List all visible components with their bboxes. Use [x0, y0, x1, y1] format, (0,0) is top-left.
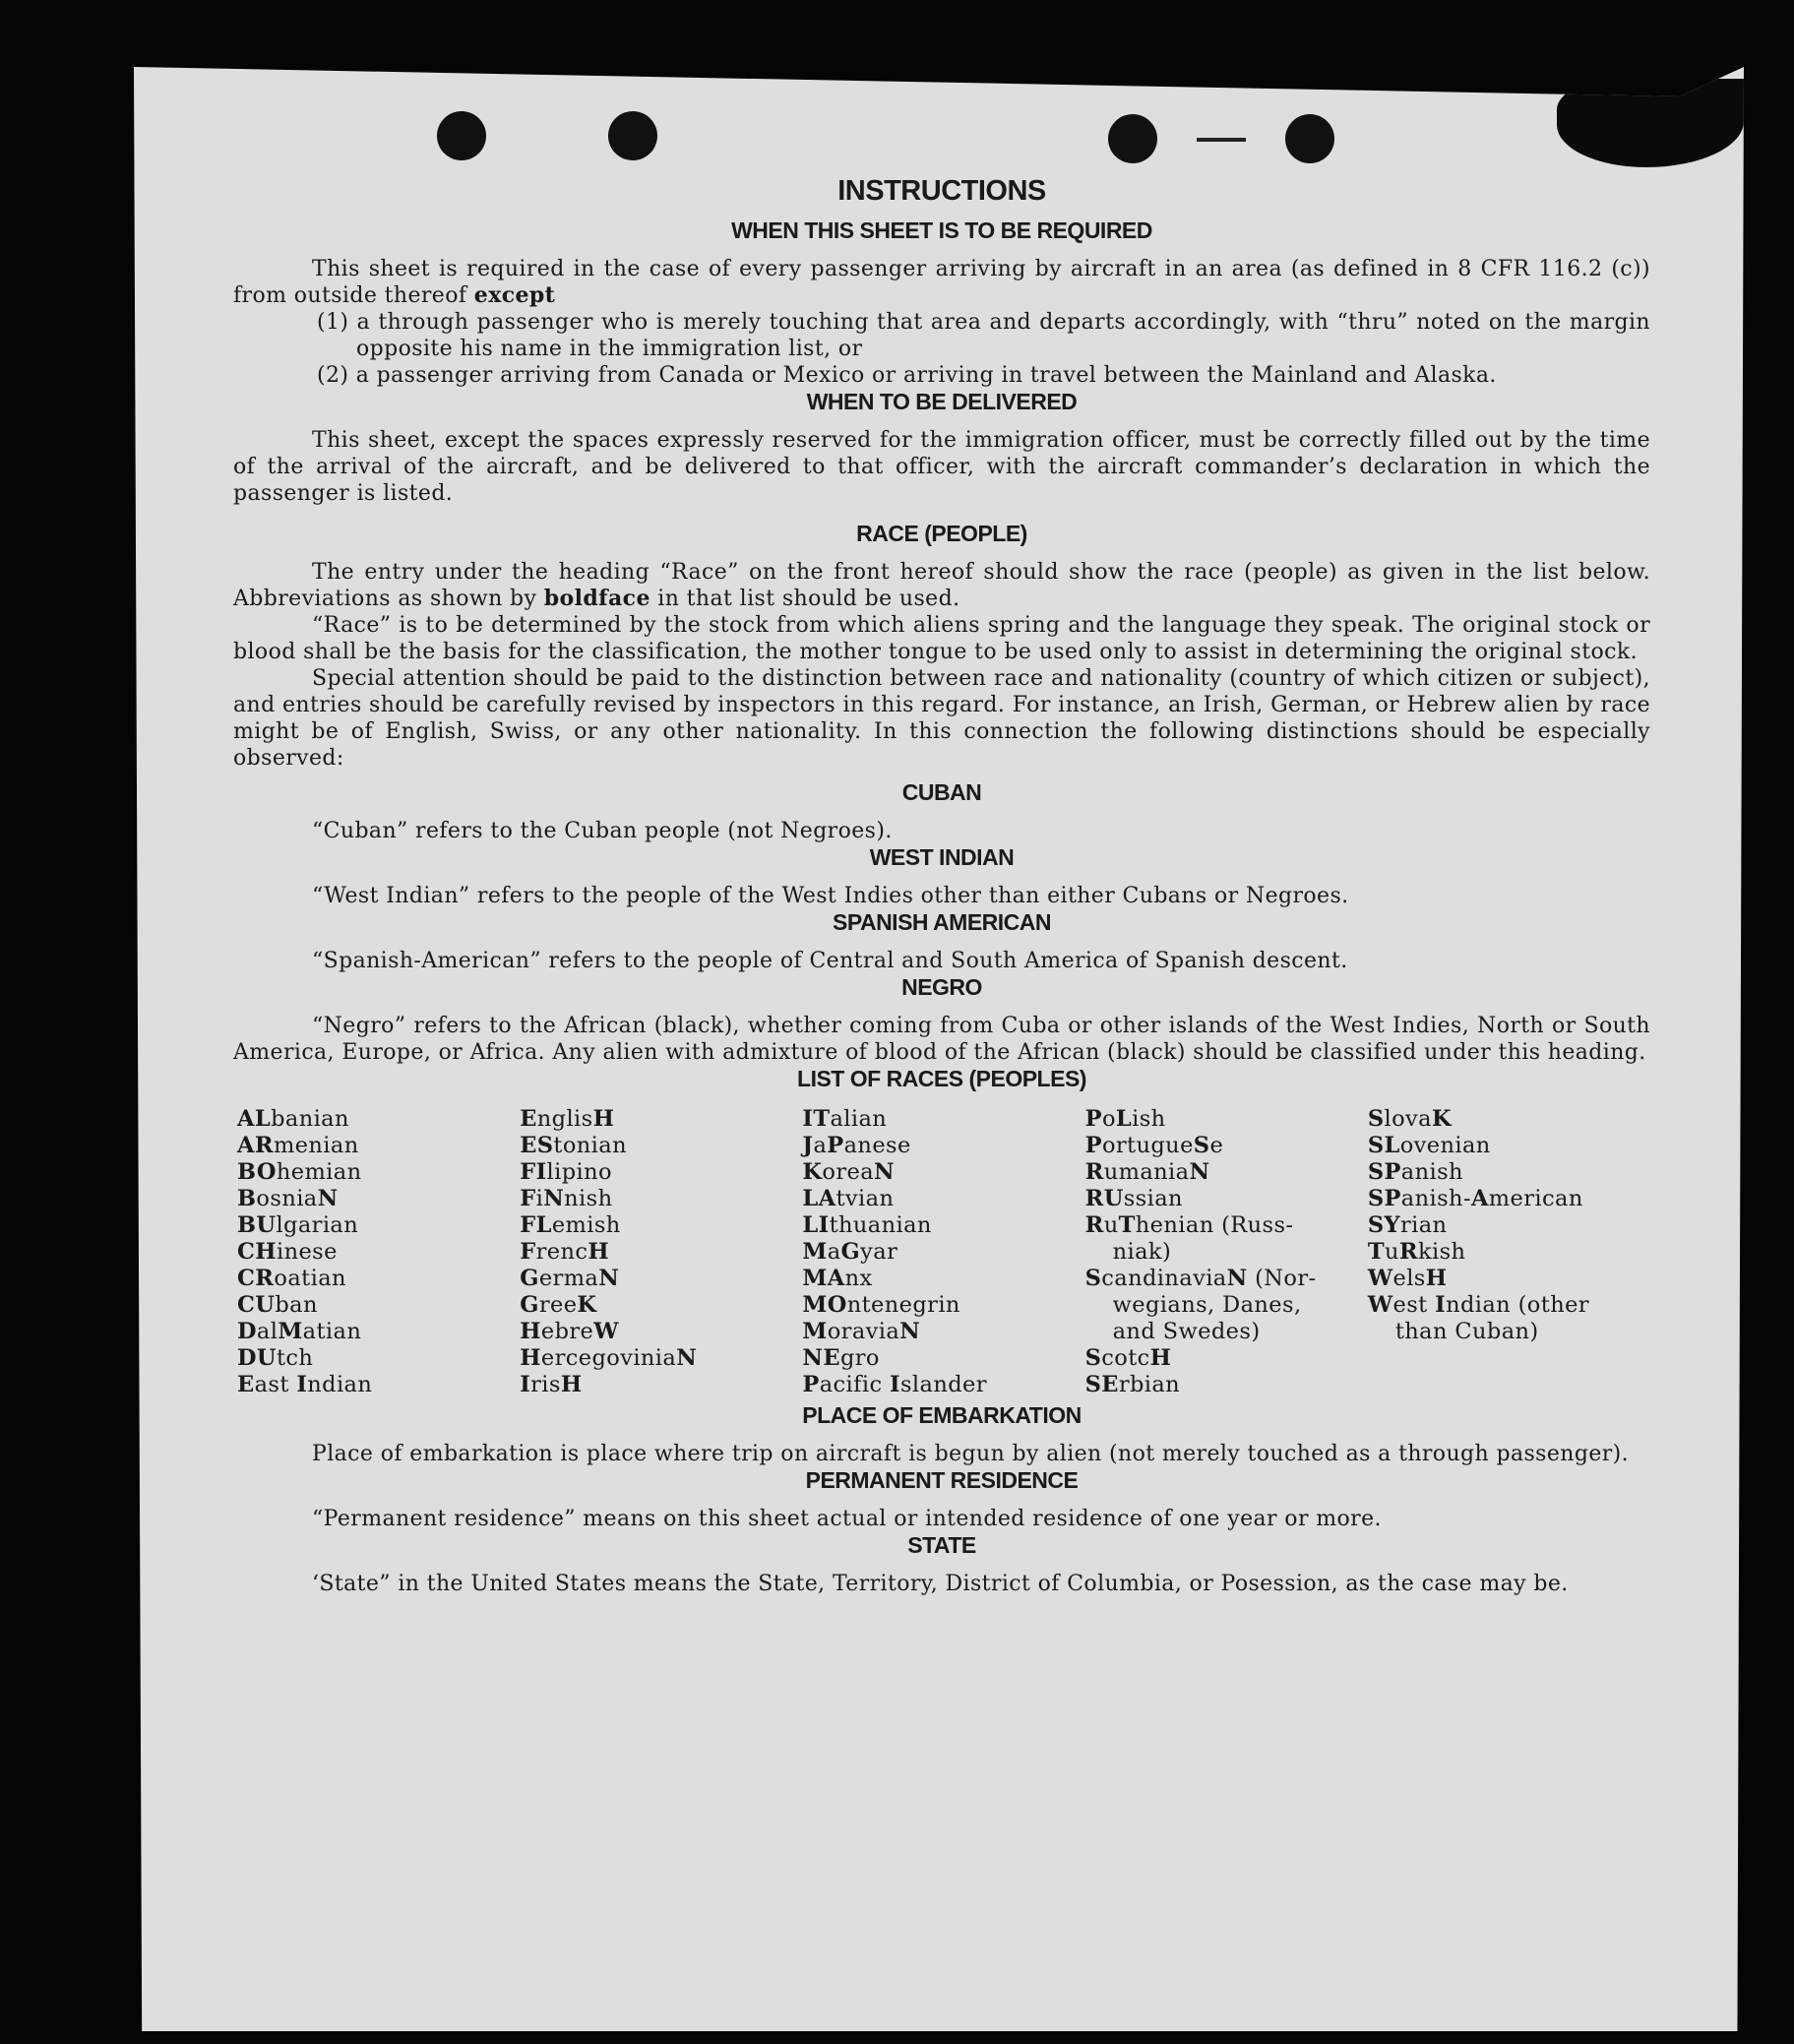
- heading-list-of-races: LIST OF RACES (PEOPLES): [797, 1066, 1086, 1091]
- race-entry: PortugueSe: [1084, 1133, 1224, 1158]
- race-entry: RumaniaN: [1084, 1159, 1210, 1185]
- heading-when-required: WHEN THIS SHEET IS TO BE REQUIRED: [731, 217, 1152, 243]
- punch-hole: [608, 111, 657, 160]
- race-entry: East Indian: [237, 1372, 373, 1397]
- race-entry: SPanish: [1367, 1159, 1463, 1185]
- punch-hole: [1285, 114, 1334, 163]
- races-column: [237, 1106, 520, 1398]
- race-entry: GermaN: [520, 1266, 620, 1291]
- race-entry: ARmenian: [237, 1133, 359, 1158]
- paragraph-when-delivered: This sheet, except the spaces expressly reserved for the immigration officer, must be correctly filled out by the time of the arrival of the aircraft, and be delivered to that officer, with the aircraft commander’s declaration in which the passenger is listed.: [233, 428, 1650, 506]
- paragraph-race-1: The entry under the heading “Race” on the front hereof should show the race (people) as given in the list below. Abbreviations as shown by boldface in that list should be used.: [233, 560, 1650, 611]
- paragraph-permanent-residence: “Permanent residence” means on this sheet actual or intended residence of one year or more.: [312, 1507, 1382, 1531]
- race-entry: BOhemian: [237, 1159, 362, 1185]
- race-entry: MOntenegrin: [802, 1292, 960, 1318]
- race-entry: CRoatian: [237, 1266, 346, 1291]
- race-entry: KoreaN: [802, 1159, 895, 1185]
- race-entry: and Swedes): [1112, 1319, 1261, 1344]
- races-list: [237, 1106, 1650, 1398]
- heading-when-delivered: WHEN TO BE DELIVERED: [806, 389, 1078, 414]
- race-entry: BUlgarian: [237, 1212, 359, 1238]
- race-entry: EStonian: [520, 1133, 627, 1158]
- race-entry: PoLish: [1084, 1106, 1166, 1132]
- race-entry: DalMatian: [237, 1319, 362, 1344]
- heading-spanish-american: SPANISH AMERICAN: [832, 909, 1051, 935]
- race-entry: than Cuban): [1394, 1319, 1539, 1344]
- race-entry: wegians, Danes,: [1112, 1292, 1302, 1318]
- race-entry: IrisH: [520, 1372, 583, 1397]
- races-column: [802, 1106, 1084, 1398]
- race-entry: RuThenian (Russ-: [1084, 1212, 1294, 1238]
- punch-hole: [437, 111, 486, 160]
- race-entry: Pacific Islander: [802, 1372, 987, 1397]
- race-entry: ALbanian: [237, 1106, 349, 1132]
- paragraph-embarkation: Place of embarkation is place where trip on aircraft is begun by alien (not merely touched as a through passenger).: [312, 1442, 1630, 1466]
- race-entry: HercegoviniaN: [520, 1345, 698, 1371]
- race-entry: JaPanese: [802, 1133, 911, 1158]
- race-entry: SErbian: [1084, 1372, 1181, 1397]
- page-title: INSTRUCTIONS: [837, 175, 1046, 207]
- race-entry: RUssian: [1084, 1186, 1183, 1211]
- race-entry: LIthuanian: [802, 1212, 932, 1238]
- race-entry: LAtvian: [802, 1186, 895, 1211]
- list-item-1: (1) a through passenger who is merely touching that area and departs accordingly, with “thru” noted on the margin opposite his name in the immigration list, or: [317, 310, 1650, 361]
- heading-race: RACE (PEOPLE): [856, 521, 1027, 546]
- heading-permanent-residence: PERMANENT RESIDENCE: [805, 1467, 1079, 1493]
- paragraph-race-2: “Race” is to be determined by the stock from which aliens spring and the language they speak. The original stock or blood shall be the basis for the classification, the mother tongue to be used only to assist in determining the original stock.: [233, 613, 1650, 664]
- pen-mark: [1197, 138, 1246, 142]
- race-entry: ScandinaviaN (Nor-: [1084, 1266, 1317, 1291]
- race-entry: SPanish-American: [1367, 1186, 1583, 1211]
- race-entry: ITalian: [802, 1106, 888, 1132]
- heading-state: STATE: [907, 1532, 976, 1558]
- races-column: [1085, 1106, 1368, 1398]
- race-entry: DUtch: [237, 1345, 314, 1371]
- races-column: [1368, 1106, 1650, 1398]
- race-entry: EnglisH: [520, 1106, 615, 1132]
- race-entry: WelsH: [1367, 1266, 1448, 1291]
- document-content: [233, 175, 1650, 1597]
- race-entry: FIlipino: [520, 1159, 612, 1185]
- races-column: [520, 1106, 802, 1398]
- paragraph-race-3: Special attention should be paid to the distinction between race and nationality (country of which citizen or subject), and entries should be carefully revised by inspectors in this regard. For instance, an Irish, German, or Hebrew alien by race might be of English, Swiss, or any other nationality. In this connection the following distinctions should be especially observed:: [233, 666, 1650, 771]
- heading-negro: NEGRO: [901, 974, 982, 1000]
- paragraph-when-required: This sheet is required in the case of every passenger arriving by aircraft in an area (as defined in 8 CFR 116.2 (c)) from outside thereof except: [233, 257, 1650, 308]
- race-entry: FLemish: [520, 1212, 621, 1238]
- race-entry: BosniaN: [237, 1186, 339, 1211]
- race-entry: SYrian: [1367, 1212, 1448, 1238]
- race-entry: HebreW: [520, 1319, 619, 1344]
- heading-west-indian: WEST INDIAN: [869, 844, 1015, 870]
- heading-embarkation: PLACE OF EMBARKATION: [802, 1402, 1082, 1428]
- heading-cuban: CUBAN: [901, 779, 982, 805]
- race-entry: ScotcH: [1084, 1345, 1172, 1371]
- punch-hole: [1108, 114, 1157, 163]
- race-entry: GreeK: [520, 1292, 597, 1318]
- race-entry: MoraviaN: [802, 1319, 921, 1344]
- paragraph-west-indian: “West Indian” refers to the people of the West Indies other than either Cubans or Negroes.: [312, 884, 1349, 908]
- race-entry: West Indian (other: [1367, 1292, 1589, 1318]
- paragraph-negro: “Negro” refers to the African (black), whether coming from Cuba or other islands of the West Indies, North or South America, Europe, or Africa. Any alien with admixture of blood of the African (black) should be classified under this heading.: [233, 1014, 1650, 1065]
- paragraph-cuban: “Cuban” refers to the Cuban people (not Negroes).: [312, 819, 893, 843]
- race-entry: NEgro: [802, 1345, 880, 1371]
- race-entry: FiNnish: [520, 1186, 613, 1211]
- race-entry: SLovenian: [1367, 1133, 1491, 1158]
- race-entry: niak): [1112, 1239, 1172, 1265]
- paragraph-spanish-american: “Spanish-American” refers to the people of Central and South America of Spanish descent.: [312, 949, 1348, 973]
- race-entry: MaGyar: [802, 1239, 898, 1265]
- list-item-2: (2) a passenger arriving from Canada or Mexico or arriving in travel between the Mainland and Alaska.: [317, 363, 1497, 388]
- paragraph-state: ‘State” in the United States means the State, Territory, District of Columbia, or Posession, as the case may be.: [312, 1572, 1569, 1596]
- race-entry: CUban: [237, 1292, 318, 1318]
- race-entry: FrencH: [520, 1239, 610, 1265]
- race-entry: TuRkish: [1367, 1239, 1466, 1265]
- torn-corner: [1557, 79, 1744, 167]
- race-entry: SlovaK: [1367, 1106, 1452, 1132]
- race-entry: MAnx: [802, 1266, 873, 1291]
- race-entry: CHinese: [237, 1239, 338, 1265]
